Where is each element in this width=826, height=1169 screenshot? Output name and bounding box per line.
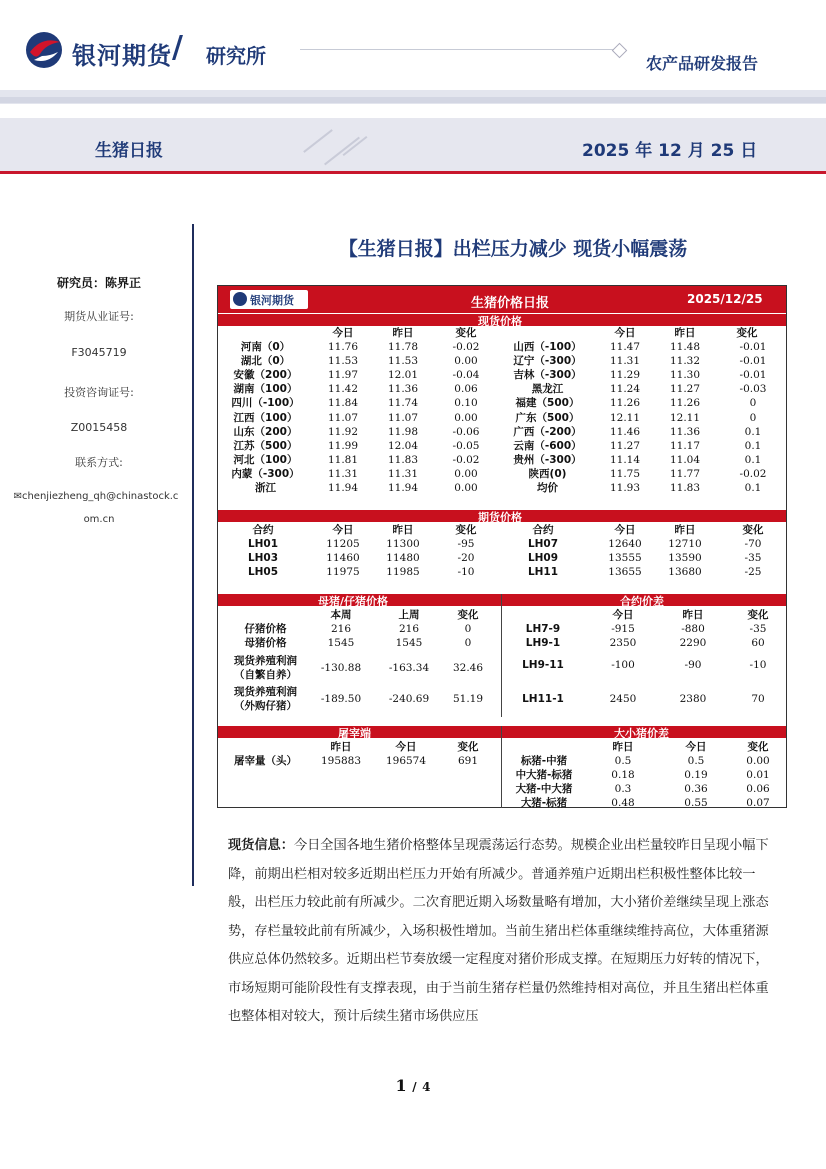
title-band-stripe	[0, 171, 826, 174]
email-link[interactable]: ✉chenjiezheng_qh@chinastock.c	[13, 491, 179, 502]
price-today: 11.99	[327, 439, 359, 452]
column-header: 今日	[332, 327, 354, 339]
price-today: 11.47	[609, 341, 641, 353]
value-change: 0.00	[746, 755, 770, 767]
price-today: 11.81	[327, 453, 359, 466]
column-header: 变化	[455, 327, 477, 339]
price-yesterday: 13590	[668, 552, 702, 565]
spread-yesterday: -90	[684, 659, 702, 671]
price-yesterday: 11.98	[387, 425, 419, 438]
value-last-week: -240.69	[388, 693, 430, 705]
indicator-name: 仔猪价格	[244, 623, 287, 635]
value-change: 51.19	[452, 693, 484, 705]
page-sep: /	[412, 1080, 417, 1094]
email-link-cont[interactable]: om.cn	[83, 514, 115, 525]
spot-commentary	[228, 832, 776, 1032]
price-change: -0.05	[452, 439, 480, 452]
section-futures	[218, 510, 786, 522]
price-today: 11.24	[609, 383, 641, 396]
price-change: -0.01	[739, 355, 767, 368]
value-yesterday: 195883	[320, 755, 362, 767]
price-change: -0.01	[739, 369, 767, 382]
region-name: 江苏（500）	[233, 439, 298, 452]
column-header: 今日	[332, 524, 354, 536]
price-yesterday: 12.04	[387, 439, 419, 452]
price-yesterday: 11.77	[669, 467, 701, 480]
spread-change: -35	[749, 623, 767, 635]
region-name: 浙江	[255, 482, 276, 494]
indicator-name: 现货养殖利润	[234, 686, 297, 698]
price-change: 0.1	[744, 482, 762, 494]
indicator-sub: （外购仔猪）	[234, 700, 297, 712]
region-name: 湖北（0）	[240, 355, 291, 368]
value-yesterday: 0.3	[614, 783, 632, 796]
price-change: -0.03	[739, 383, 767, 396]
indicator-sub: （自繁自养）	[234, 669, 297, 681]
price-today: 11.29	[609, 369, 641, 382]
price-change: -70	[744, 538, 762, 550]
page-total: 4	[422, 1080, 431, 1094]
price-today: 11.53	[327, 355, 359, 368]
region-name: 河北（100）	[233, 453, 298, 466]
price-today: 11.92	[327, 425, 359, 438]
section-piglet-spread	[218, 594, 786, 606]
value-change: 0	[464, 637, 472, 649]
column-header: 变化	[736, 327, 758, 339]
value-today: 0.36	[684, 783, 708, 796]
price-today: 13555	[608, 552, 642, 565]
price-yesterday: 13680	[668, 566, 702, 579]
spread-name: LH9-1	[525, 637, 561, 649]
header-band-shade	[0, 97, 826, 103]
price-yesterday: 11.48	[669, 341, 701, 353]
price-change: 0.1	[744, 439, 762, 452]
column-header: 昨日	[330, 741, 352, 753]
column-header: 昨日	[682, 609, 704, 621]
region-name: 福建（500）	[515, 397, 580, 410]
price-change: 0.1	[744, 453, 762, 466]
value-change: 691	[457, 755, 479, 767]
column-header: 合约	[532, 524, 554, 536]
contact-label: 联系方式:	[75, 456, 123, 469]
price-change: 0.00	[454, 411, 478, 424]
region-name: 黑龙江	[531, 383, 564, 396]
price-today: 11.27	[609, 439, 641, 452]
price-yesterday: 11.94	[387, 482, 419, 494]
price-yesterday: 11.83	[669, 482, 701, 494]
spread-today: 2350	[609, 637, 637, 649]
price-change: 0	[749, 411, 757, 424]
region-name: 广西（-200）	[513, 425, 582, 438]
price-yesterday: 11.31	[387, 467, 419, 480]
value-change: 32.46	[452, 662, 484, 674]
column-header: 今日	[395, 741, 417, 753]
price-yesterday: 11.53	[387, 355, 419, 368]
spread-name: LH7-9	[525, 623, 561, 635]
price-change: 0.06	[454, 383, 478, 396]
price-change: -20	[457, 552, 475, 565]
price-yesterday: 11.26	[669, 397, 701, 410]
report-type: 农产品研发报告	[646, 54, 759, 73]
region-name: 均价	[537, 482, 558, 494]
spread-yesterday: 2380	[679, 693, 707, 705]
price-today: 13655	[608, 566, 642, 579]
value-this-week: 216	[330, 623, 352, 635]
spread-name: LH9-11	[522, 659, 564, 671]
column-divider	[501, 594, 502, 717]
spread-today: 2450	[609, 693, 637, 705]
column-header: 今日	[612, 609, 634, 621]
price-yesterday: 11480	[386, 552, 420, 565]
price-yesterday: 11.74	[387, 397, 419, 410]
table-date: 2025/12/25	[687, 292, 763, 306]
value-last-week: 216	[398, 623, 420, 635]
column-header: 昨日	[674, 524, 696, 536]
region-name: 山西（-100）	[513, 341, 582, 353]
region-name: 云南（-600）	[513, 439, 582, 452]
value-change: 0.07	[746, 797, 770, 810]
spread-yesterday: -880	[681, 623, 705, 635]
size-spread-name: 标猪-中猪	[520, 755, 568, 767]
column-header: 变化	[455, 524, 477, 536]
column-header: 昨日	[392, 327, 414, 339]
price-today: 12640	[608, 538, 642, 550]
price-today: 11.93	[609, 482, 641, 494]
section-label: 合约价差	[620, 595, 664, 608]
region-name: 四川（-100）	[231, 397, 300, 410]
value-last-week: 1545	[395, 637, 423, 649]
contract-name: LH09	[527, 552, 559, 565]
value-today: 0.5	[687, 755, 705, 767]
spread-today: -915	[611, 623, 635, 635]
size-spread-name: 大猪-中大猪	[515, 783, 573, 796]
contract-name: LH01	[247, 538, 279, 550]
value-change: 0	[464, 623, 472, 635]
price-today: 11.75	[609, 467, 641, 480]
price-change: 0.00	[454, 467, 478, 480]
commentary-text: 今日全国各地生猪价格整体呈现震荡运行态势。规模企业出栏量较昨日呈现小幅下降，前期出栏相对较多近期出栏压力开始有所减少。普通养殖户近期出栏积极性整体比较一般，出栏压力较此前有所减少。二次育肥近期入场数量略有增加，大小猪价差继续呈现上涨态势，存栏量较此前有所减少，入场积极性增加。当前生猪出栏体重继续维持高位，大体重猪源供应总体仍然较多。近期出栏节奏放缓一定程度对猪价形成支撑。在短期压力好转的情况下，市场短期可能阶段性有支撑表现，由于当前生猪存栏量仍然维持相对高位，并且生猪出栏体重也整体相对较大，预计后续生猪市场供应压	[228, 838, 769, 1024]
price-change: 0.00	[454, 482, 478, 494]
report-name: 生猪日报	[95, 141, 163, 161]
price-yesterday: 11300	[386, 538, 420, 550]
price-yesterday: 11.83	[387, 453, 419, 466]
region-name: 广东（500）	[515, 411, 580, 424]
table-logo	[230, 290, 308, 309]
value-yesterday: 0.5	[614, 755, 632, 767]
column-header: 昨日	[674, 327, 696, 339]
price-today: 12.11	[609, 411, 641, 424]
table-logo-text: 银河期货	[250, 294, 294, 307]
price-table	[217, 285, 787, 808]
region-name: 贵州（-300）	[513, 453, 582, 466]
section-label: 期货价格	[478, 511, 522, 524]
section-label: 屠宰端	[338, 727, 371, 740]
contract-name: LH11	[527, 566, 559, 579]
price-today: 11.97	[327, 369, 359, 382]
section-slaughter-size	[218, 726, 786, 738]
contract-name: LH03	[247, 552, 279, 565]
price-today: 11205	[326, 538, 360, 550]
consult-label: 投资咨询证号:	[64, 386, 134, 399]
value-yesterday: 0.18	[611, 769, 635, 782]
brand-slash: /	[172, 30, 183, 65]
value-this-week: -189.50	[320, 693, 362, 705]
price-yesterday: 12.11	[669, 411, 701, 424]
indicator-name: 屠宰量（头）	[234, 755, 297, 767]
region-name: 湖南（100）	[233, 383, 298, 396]
price-yesterday: 11.27	[669, 383, 701, 396]
price-yesterday: 12.01	[387, 369, 419, 382]
price-yesterday: 11.17	[669, 439, 701, 452]
price-change: -0.02	[452, 453, 480, 466]
price-change: -0.01	[739, 341, 767, 353]
contract-name: LH07	[527, 538, 559, 550]
author: 研究员：陈界正	[56, 276, 141, 290]
price-today: 11975	[326, 566, 360, 579]
institute-name: 研究所	[206, 44, 266, 68]
region-name: 河南（0）	[240, 341, 291, 353]
section-label: 现货价格	[478, 315, 522, 328]
price-today: 11460	[326, 552, 360, 565]
size-spread-name: 中大猪-标猪	[515, 769, 573, 782]
price-change: -95	[457, 538, 475, 550]
size-spread-name: 大猪-标猪	[520, 797, 568, 810]
column-divider	[501, 726, 502, 808]
price-today: 11.84	[327, 397, 359, 410]
spread-change: 60	[751, 637, 765, 649]
commentary-lead: 现货信息：	[228, 838, 294, 853]
price-yesterday: 11.36	[387, 383, 419, 396]
page-current: 1	[395, 1076, 407, 1095]
report-date: 2025 年 12 月 25 日	[582, 141, 758, 161]
spread-name: LH11-1	[522, 693, 564, 705]
price-yesterday: 12710	[668, 538, 702, 550]
value-today: 0.19	[684, 769, 708, 782]
table-title: 生猪价格日报	[471, 296, 550, 311]
diamond-icon	[612, 43, 628, 59]
price-change: -35	[744, 552, 762, 565]
column-header: 变化	[457, 741, 479, 753]
price-today: 11.26	[609, 397, 641, 410]
price-change: -0.02	[452, 341, 480, 353]
region-name: 辽宁（-300）	[513, 355, 582, 368]
value-today: 196574	[385, 755, 427, 767]
price-yesterday: 11985	[386, 566, 420, 579]
value-this-week: 1545	[327, 637, 355, 649]
price-yesterday: 11.36	[669, 425, 701, 438]
value-change: 0.06	[746, 783, 770, 796]
price-yesterday: 11.78	[387, 341, 419, 353]
galaxy-logo-icon	[233, 292, 247, 306]
price-change: -0.04	[452, 369, 480, 382]
page-title: 【生猪日报】出栏压力减少 现货小幅震荡	[338, 238, 688, 260]
indicator-name: 母猪价格	[244, 637, 287, 649]
spread-yesterday: 2290	[679, 637, 707, 649]
column-header: 本周	[330, 609, 352, 621]
region-name: 陕西(0)	[528, 467, 567, 480]
price-today: 11.07	[327, 411, 359, 424]
region-name: 安徽（200）	[233, 369, 298, 382]
column-header: 合约	[252, 524, 274, 536]
spread-today: -100	[611, 659, 635, 671]
brand-name: 银河期货	[72, 42, 172, 70]
price-today: 11.46	[609, 425, 641, 438]
region-name: 山东（200）	[233, 425, 298, 438]
section-label: 大小猪价差	[614, 727, 669, 740]
price-yesterday: 11.32	[669, 355, 701, 368]
price-change: -0.06	[452, 425, 480, 438]
column-header: 变化	[747, 741, 769, 753]
region-name: 江西（100）	[233, 411, 298, 424]
spread-change: -10	[749, 659, 767, 671]
consult-number: Z0015458	[70, 421, 128, 434]
column-header: 上周	[398, 609, 420, 621]
header-rule	[300, 49, 620, 50]
value-change: 0.01	[746, 769, 770, 782]
price-today: 11.14	[609, 453, 641, 466]
license-label: 期货从业证号:	[64, 310, 134, 323]
price-today: 11.31	[327, 467, 359, 480]
price-today: 11.42	[327, 383, 359, 396]
spread-change: 70	[751, 693, 765, 705]
contract-name: LH05	[247, 566, 279, 579]
value-this-week: -130.88	[320, 662, 362, 674]
price-change: -10	[457, 566, 475, 579]
price-yesterday: 11.04	[669, 453, 701, 466]
price-today: 11.31	[609, 355, 641, 368]
license-number: F3045719	[71, 346, 127, 359]
column-header: 变化	[457, 609, 479, 621]
value-last-week: -163.34	[388, 662, 430, 674]
section-spot	[218, 314, 786, 326]
region-name: 吉林（-300）	[513, 369, 582, 382]
price-change: 0.1	[744, 425, 762, 438]
indicator-name: 现货养殖利润	[234, 655, 297, 667]
price-today: 11.76	[327, 341, 359, 353]
mail-icon: ✉	[13, 491, 22, 502]
column-header: 今日	[614, 524, 636, 536]
column-header: 今日	[685, 741, 707, 753]
column-header: 今日	[614, 327, 636, 339]
page-indicator	[0, 1076, 826, 1095]
galaxy-logo-icon	[22, 30, 66, 70]
section-label: 母猪/仔猪价格	[318, 595, 389, 608]
region-name: 内蒙（-300）	[231, 467, 300, 480]
price-yesterday: 11.07	[387, 411, 419, 424]
price-change: -25	[744, 566, 762, 579]
price-today: 11.94	[327, 482, 359, 494]
column-header: 昨日	[612, 741, 634, 753]
price-change: 0	[749, 397, 757, 410]
column-header: 变化	[742, 524, 764, 536]
value-yesterday: 0.48	[611, 797, 635, 810]
value-today: 0.55	[684, 797, 708, 810]
column-header: 变化	[747, 609, 769, 621]
price-change: 0.00	[454, 355, 478, 368]
price-change: 0.10	[454, 397, 478, 410]
price-yesterday: 11.30	[669, 369, 701, 382]
column-header: 昨日	[392, 524, 414, 536]
price-change: -0.02	[739, 467, 767, 480]
